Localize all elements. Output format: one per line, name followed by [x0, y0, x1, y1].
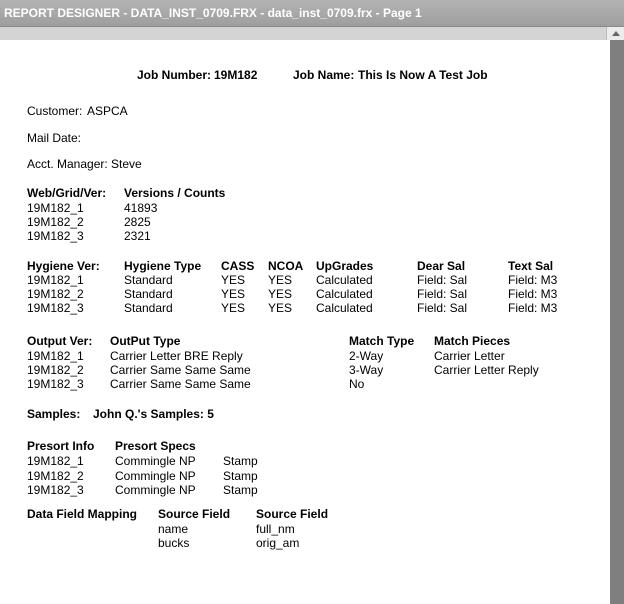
hygiene-header-ncoa: NCOA	[268, 259, 304, 273]
presort-header-info: Presort Info	[27, 439, 95, 453]
mail-date-label: Mail Date:	[27, 131, 82, 145]
hygiene-cell: Calculated	[316, 301, 373, 315]
output-cell: Carrier Same Same Same	[110, 377, 251, 391]
hygiene-cell: YES	[268, 287, 293, 301]
job-name-label: Job Name:	[293, 68, 355, 82]
presort-cell: 19M182_3	[27, 483, 84, 497]
hygiene-header-type: Hygiene Type	[124, 259, 202, 273]
samples-label: Samples:	[27, 407, 81, 421]
ruler-strip	[0, 27, 624, 40]
hygiene-header-text-sal: Text Sal	[508, 259, 554, 273]
mapping-header: Data Field Mapping	[27, 507, 138, 521]
output-cell: 19M182_2	[27, 363, 84, 377]
versions-header-ver: Web/Grid/Ver:	[27, 186, 107, 200]
mapping-cell: bucks	[158, 536, 190, 550]
customer-value: ASPCA	[87, 104, 128, 118]
hygiene-cell: YES	[268, 301, 293, 315]
hygiene-cell: YES	[268, 273, 293, 287]
hygiene-cell: 19M182_2	[27, 287, 84, 301]
hygiene-cell: Field: M3	[508, 273, 558, 287]
output-header-match-type: Match Type	[349, 334, 415, 348]
hygiene-cell: 19M182_3	[27, 301, 84, 315]
versions-row-ver: 19M182_1	[27, 201, 84, 215]
versions-row-ver: 19M182_2	[27, 215, 84, 229]
output-cell: Carrier Letter BRE Reply	[110, 349, 243, 363]
versions-row-count: 41893	[124, 201, 158, 215]
output-cell: Carrier Same Same Same	[110, 363, 251, 377]
versions-row-ver: 19M182_3	[27, 229, 84, 243]
hygiene-header-dear-sal: Dear Sal	[417, 259, 466, 273]
presort-cell: Stamp	[223, 483, 258, 497]
output-cell: 19M182_3	[27, 377, 84, 391]
hygiene-cell: 19M182_1	[27, 273, 84, 287]
hygiene-cell: Standard	[124, 301, 173, 315]
mapping-header-source: Source Field	[158, 507, 231, 521]
presort-cell: 19M182_2	[27, 469, 84, 483]
hygiene-cell: YES	[221, 301, 246, 315]
hygiene-cell: Field: Sal	[417, 287, 468, 301]
presort-cell: Stamp	[223, 454, 258, 468]
hygiene-cell: Standard	[124, 273, 173, 287]
hygiene-header-cass: CASS	[221, 259, 255, 273]
acct-manager-value: Steve	[111, 157, 142, 171]
output-cell: 2-Way	[349, 349, 384, 363]
output-header-ver: Output Ver:	[27, 334, 93, 348]
hygiene-cell: Field: M3	[508, 301, 558, 315]
window-title-bar[interactable]	[0, 0, 624, 27]
mapping-header-source: Source Field	[256, 507, 329, 521]
output-cell: 19M182_1	[27, 349, 84, 363]
customer-label: Customer:	[27, 104, 83, 118]
presort-cell: Commingle NP	[115, 483, 196, 497]
mapping-cell: name	[158, 522, 189, 536]
job-number-label: Job Number:	[137, 68, 212, 82]
output-header-match-pieces: Match Pieces	[434, 334, 511, 348]
samples-value: John Q.'s Samples: 5	[93, 407, 214, 421]
acct-manager-label: Acct. Manager:	[27, 157, 108, 171]
versions-row-count: 2825	[124, 215, 151, 229]
output-cell: No	[349, 377, 365, 391]
output-cell: Carrier Letter	[434, 349, 505, 363]
job-name-value: This Is Now A Test Job	[358, 68, 488, 82]
presort-header-specs: Presort Specs	[115, 439, 196, 453]
window-title: REPORT DESIGNER - DATA_INST_0709.FRX - data_inst_0709.frx - Page 1	[4, 6, 422, 20]
output-cell: 3-Way	[349, 363, 384, 377]
scroll-up-arrow-icon[interactable]	[606, 27, 624, 40]
hygiene-cell: Field: Sal	[417, 273, 468, 287]
output-cell: Carrier Letter Reply	[434, 363, 539, 377]
presort-cell: Stamp	[223, 469, 258, 483]
presort-cell: Commingle NP	[115, 454, 196, 468]
hygiene-cell: Standard	[124, 287, 173, 301]
hygiene-cell: YES	[221, 287, 246, 301]
presort-cell: Commingle NP	[115, 469, 196, 483]
hygiene-cell: Field: M3	[508, 287, 558, 301]
mapping-cell: full_nm	[256, 522, 295, 536]
report-page	[0, 40, 610, 604]
hygiene-header-ver: Hygiene Ver:	[27, 259, 100, 273]
hygiene-cell: YES	[221, 273, 246, 287]
mapping-cell: orig_am	[256, 536, 300, 550]
presort-cell: 19M182_1	[27, 454, 84, 468]
hygiene-cell: Field: Sal	[417, 301, 468, 315]
versions-header-counts: Versions / Counts	[124, 186, 226, 200]
hygiene-cell: Calculated	[316, 287, 373, 301]
job-number-value: 19M182	[214, 68, 258, 82]
versions-row-count: 2321	[124, 229, 151, 243]
hygiene-cell: Calculated	[316, 273, 373, 287]
output-header-type: OutPut Type	[110, 334, 181, 348]
hygiene-header-upgrades: UpGrades	[316, 259, 374, 273]
